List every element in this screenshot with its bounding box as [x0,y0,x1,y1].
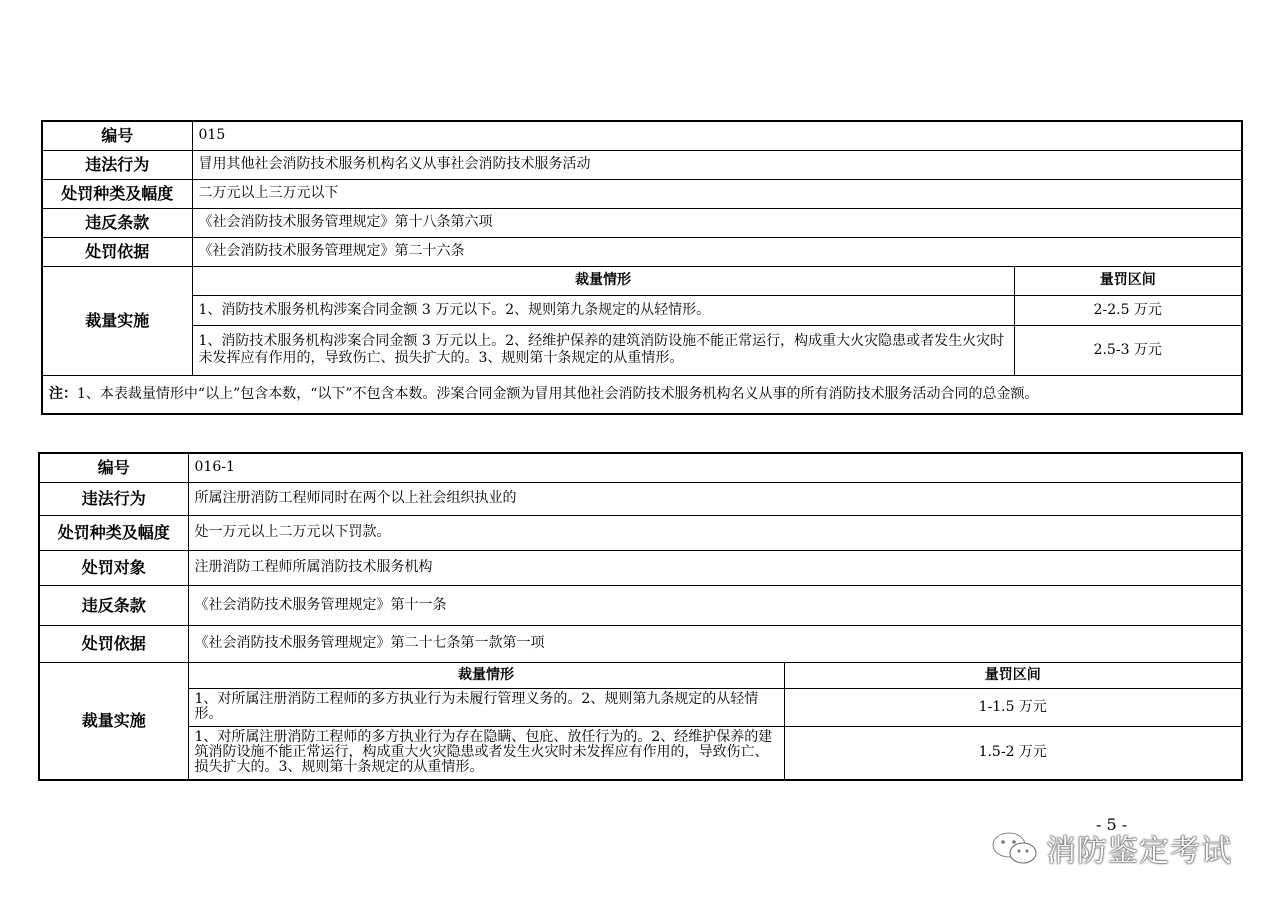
table-row [39,453,1242,482]
row-value-violated-clause: 《社会消防技术服务管理规定》第十一条 [188,585,1242,625]
column-header-situation: 裁量情形 [188,662,784,688]
table-row [39,585,1242,625]
table-row [39,482,1242,515]
row-label-code: 编号 [39,453,188,482]
table-row [39,688,1242,726]
situation-text-light: 1、消防技术服务机构涉案合同金额 3 万元以下。2、规则第九条规定的从轻情形。 [192,295,1014,325]
row-value-penalty-type: 处一万元以上二万元以下罚款。 [188,515,1242,550]
row-label-violation: 违法行为 [39,482,188,515]
table-row [42,237,1242,266]
table-note [42,375,1242,414]
situation-text-light: 1、对所属注册消防工程师的多方执业行为未履行管理义务的。2、规则第九条规定的从轻情形。 [188,688,784,726]
table-row [42,375,1242,414]
table-row [42,150,1242,179]
penalty-range-light: 1-1.5 万元 [784,688,1242,726]
table-row [42,266,1242,295]
row-label-implementation: 裁量实施 [39,662,188,780]
row-label-implementation: 裁量实施 [42,266,192,375]
row-label-violated-clause: 违反条款 [42,208,192,237]
row-label-violation: 违法行为 [42,150,192,179]
table-row [39,515,1242,550]
table-row [42,325,1242,375]
row-value-violation: 所属注册消防工程师同时在两个以上社会组织执业的 [188,482,1242,515]
watermark [990,828,1232,868]
penalty-table-015 [41,120,1243,415]
row-value-code: 015 [192,121,1242,150]
column-header-range: 量罚区间 [1014,266,1242,295]
situation-text-heavy: 1、消防技术服务机构涉案合同金额 3 万元以上。2、经维护保养的建筑消防设施不能正常运行，构成重大火灾隐患或者发生火灾时未发挥应有作用的，导致伤亡、损失扩大的。3、规则第十条规定的从重情形。 [192,325,1014,375]
row-value-legal-basis: 《社会消防技术服务管理规定》第二十六条 [192,237,1242,266]
penalty-table-016-1 [38,452,1243,781]
table-row [42,179,1242,208]
situation-text-heavy: 1、对所属注册消防工程师的多方执业行为存在隐瞒、包庇、放任行为的。2、经维护保养的建筑消防设施不能正常运行，构成重大火灾隐患或者发生火灾时未发挥应有作用的，导致伤亡、损失扩大的。3、规则第十条规定的从重情形。 [188,726,784,780]
row-value-penalty-target: 注册消防工程师所属消防技术服务机构 [188,550,1242,585]
row-value-code: 016-1 [188,453,1242,482]
row-value-violated-clause: 《社会消防技术服务管理规定》第十八条第六项 [192,208,1242,237]
row-label-penalty-type: 处罚种类及幅度 [39,515,188,550]
row-label-legal-basis: 处罚依据 [39,625,188,662]
row-value-violation: 冒用其他社会消防技术服务机构名义从事社会消防技术服务活动 [192,150,1242,179]
row-label-penalty-target: 处罚对象 [39,550,188,585]
note-text: 1、本表裁量情形中“以上”包含本数，“以下”不包含本数。涉案合同金额为冒用其他社会消防技术服务机构名义从事的所有消防技术服务活动合同的总金额。 [77,385,1039,402]
watermark-text: 消防鉴定考试 [1046,834,1232,869]
row-label-violated-clause: 违反条款 [39,585,188,625]
penalty-range-heavy: 1.5-2 万元 [784,726,1242,780]
penalty-range-light: 2-2.5 万元 [1014,295,1242,325]
column-header-range: 量罚区间 [784,662,1242,688]
row-value-legal-basis: 《社会消防技术服务管理规定》第二十七条第一款第一项 [188,625,1242,662]
table-row [39,662,1242,688]
column-header-situation: 裁量情形 [192,266,1014,295]
table-row [42,295,1242,325]
table-row [39,550,1242,585]
row-label-penalty-type: 处罚种类及幅度 [42,179,192,208]
row-label-legal-basis: 处罚依据 [42,237,192,266]
table-row [39,726,1242,780]
wechat-icon [990,830,1040,866]
table-row [39,625,1242,662]
penalty-range-heavy: 2.5-3 万元 [1014,325,1242,375]
table-row [42,121,1242,150]
page-number: - 5 - [1096,815,1128,834]
note-label: 注： [49,385,77,402]
row-label-code: 编号 [42,121,192,150]
table-row [42,208,1242,237]
row-value-penalty-type: 二万元以上三万元以下 [192,179,1242,208]
